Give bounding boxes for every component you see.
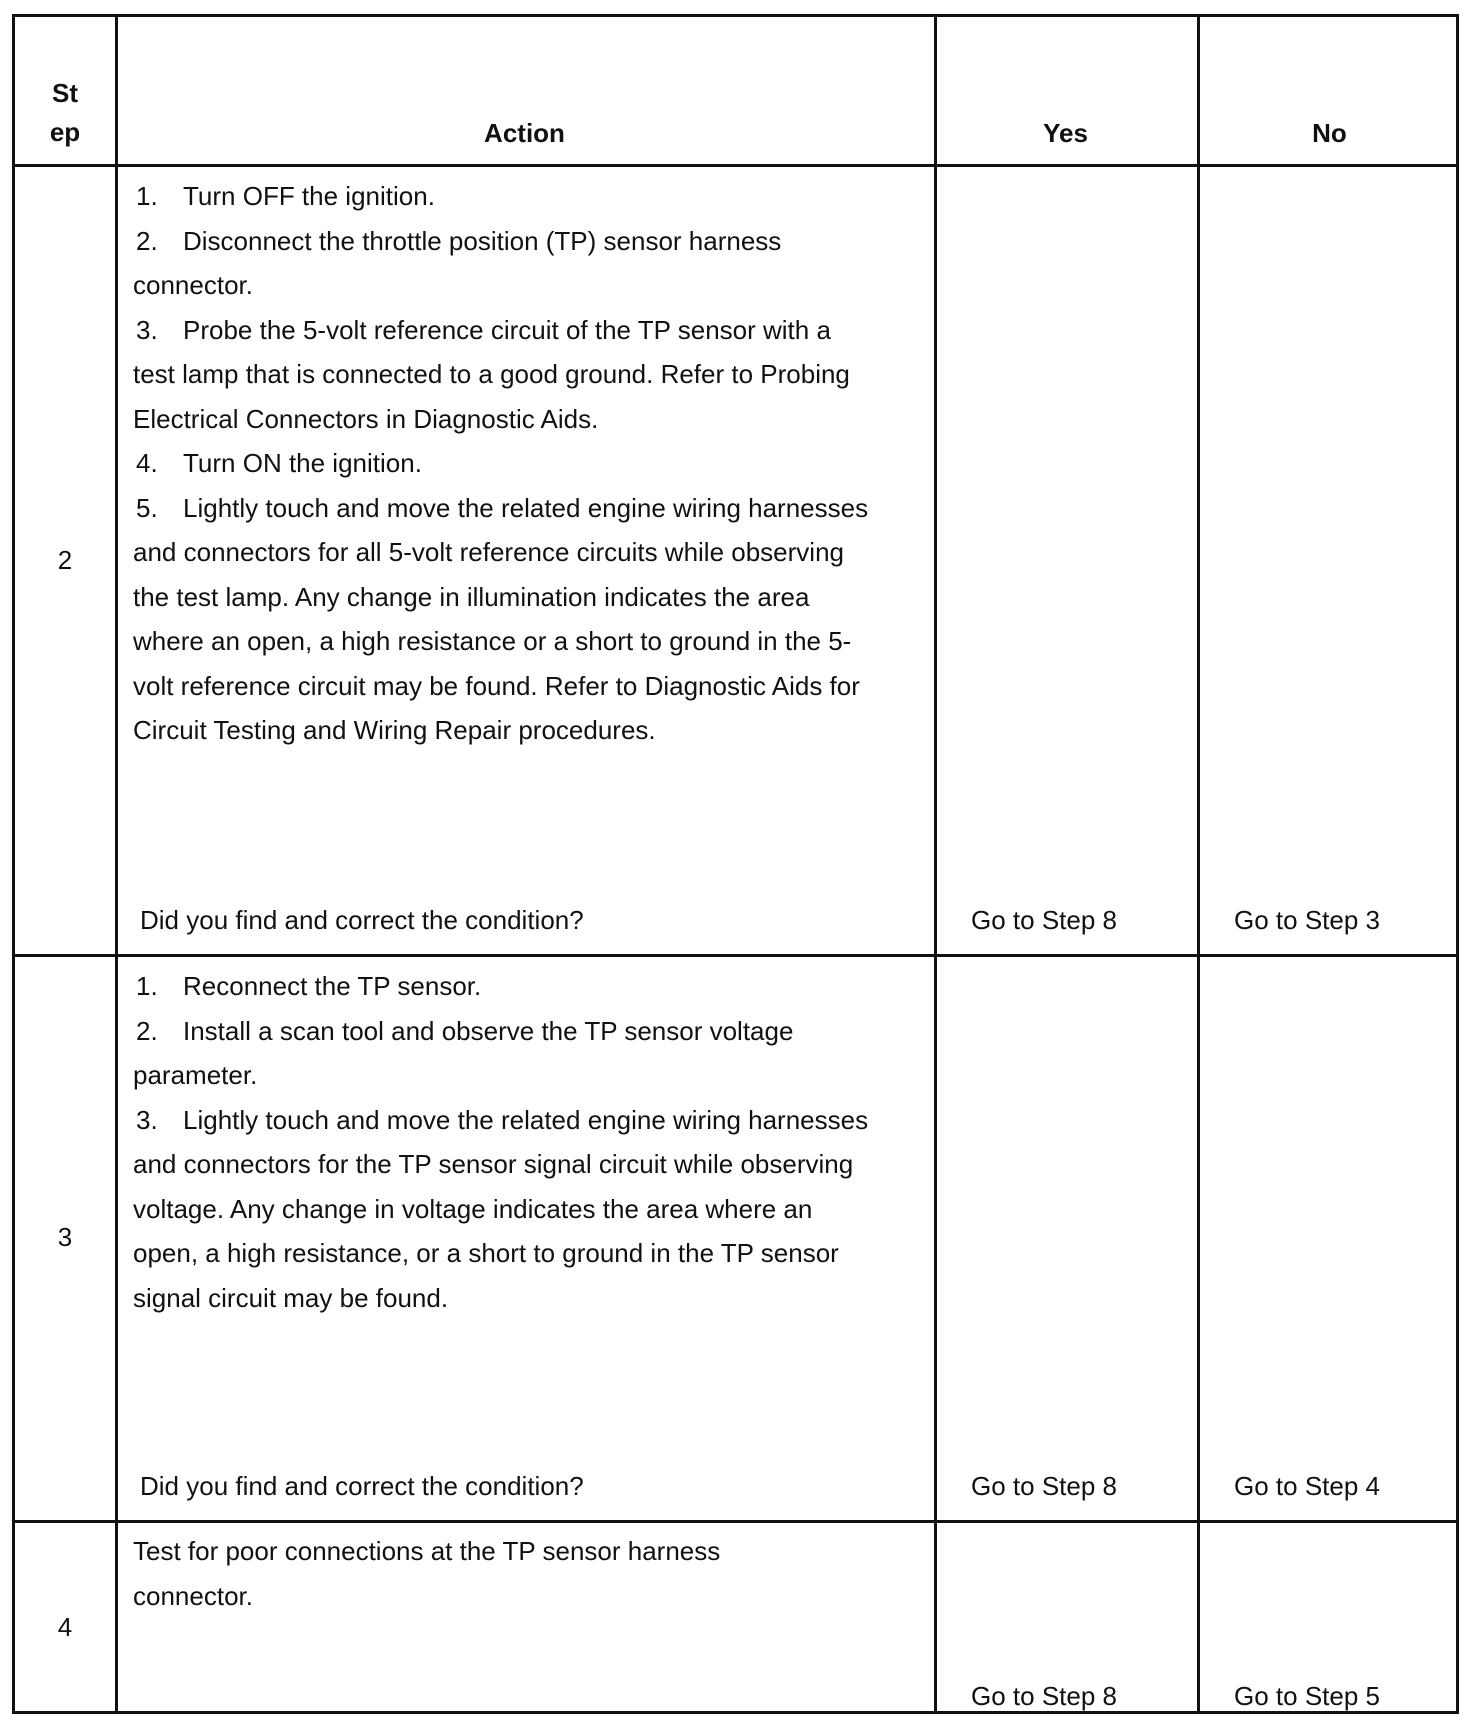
row-divider [15,954,1456,957]
action-instructions [133,174,873,753]
instruction-text: Disconnect the throttle position (TP) sensor harness connector. [133,225,782,300]
question-text: Did you find and correct the condition? [140,1471,584,1501]
yes-result: Go to Step 8 [971,905,1117,935]
question-text: Did you find and correct the condition? [140,905,584,935]
column-divider [934,17,937,1711]
no-result: Go to Step 4 [1234,1471,1380,1501]
no-result: Go to Step 5 [1234,1681,1380,1711]
column-divider [1197,17,1200,1711]
header-step-line2: ep [49,117,81,147]
header-step [15,74,115,152]
instruction-number: 2. [136,225,158,256]
column-divider [115,17,118,1711]
instruction-number: 3. [136,1104,158,1135]
header-no: No [1312,118,1347,148]
diagnostic-table [12,14,1459,1714]
instruction-item [133,441,873,486]
row-divider [15,164,1456,167]
step-number: 3 [57,1222,73,1252]
instruction-text: Turn ON the ignition. [183,448,422,478]
instruction-item [133,308,873,442]
header-yes: Yes [1043,118,1088,148]
header-action: Action [484,118,565,148]
instruction-item [133,964,873,1009]
instruction-number: 4. [136,448,158,478]
instruction-item [133,1009,873,1098]
action-text: Test for poor connections at the TP sensor harness connector. [133,1536,721,1611]
no-result: Go to Step 3 [1234,905,1380,935]
instruction-text: Lightly touch and move the related engine wiring harnesses and connectors for the TP sensor signal circuit while observing voltage. Any change in voltage indicates the area where an open, a high resistance, or a short to ground in the TP sensor signal circuit may be found. [133,1104,869,1313]
instruction-item [133,174,873,219]
row-divider [15,1520,1456,1523]
step-number: 4 [57,1612,73,1642]
instruction-number: 1. [136,971,158,1001]
instruction-text: Probe the 5-volt reference circuit of the TP sensor with a test lamp that is connected to a good ground. Refer to Probing Electrical Connectors in Diagnostic Aids. [133,314,850,434]
instruction-text: Turn OFF the ignition. [183,181,435,211]
instruction-item [133,1098,873,1321]
instruction-number: 2. [136,1015,158,1046]
step-number: 2 [57,545,73,575]
instruction-number: 1. [136,181,158,211]
instruction-number: 5. [136,492,158,523]
yes-result: Go to Step 8 [971,1681,1117,1711]
header-step-line1: St [52,78,78,108]
instruction-text: Lightly touch and move the related engine wiring harnesses and connectors for all 5-volt reference circuits while observing the test lamp. Any change in illumination indicates the area where an open, a high resistance or a short to ground in the 5-volt reference circuit may be found. Refer to Diagnostic Aids for Circuit Testing and Wiring Repair procedures. [133,492,869,745]
yes-result: Go to Step 8 [971,1471,1117,1501]
instruction-item [133,219,873,308]
action-instructions [133,964,873,1320]
instruction-text: Reconnect the TP sensor. [183,971,482,1001]
instruction-text: Install a scan tool and observe the TP sensor voltage parameter. [133,1015,794,1090]
instruction-number: 3. [136,314,158,345]
instruction-item [133,486,873,753]
